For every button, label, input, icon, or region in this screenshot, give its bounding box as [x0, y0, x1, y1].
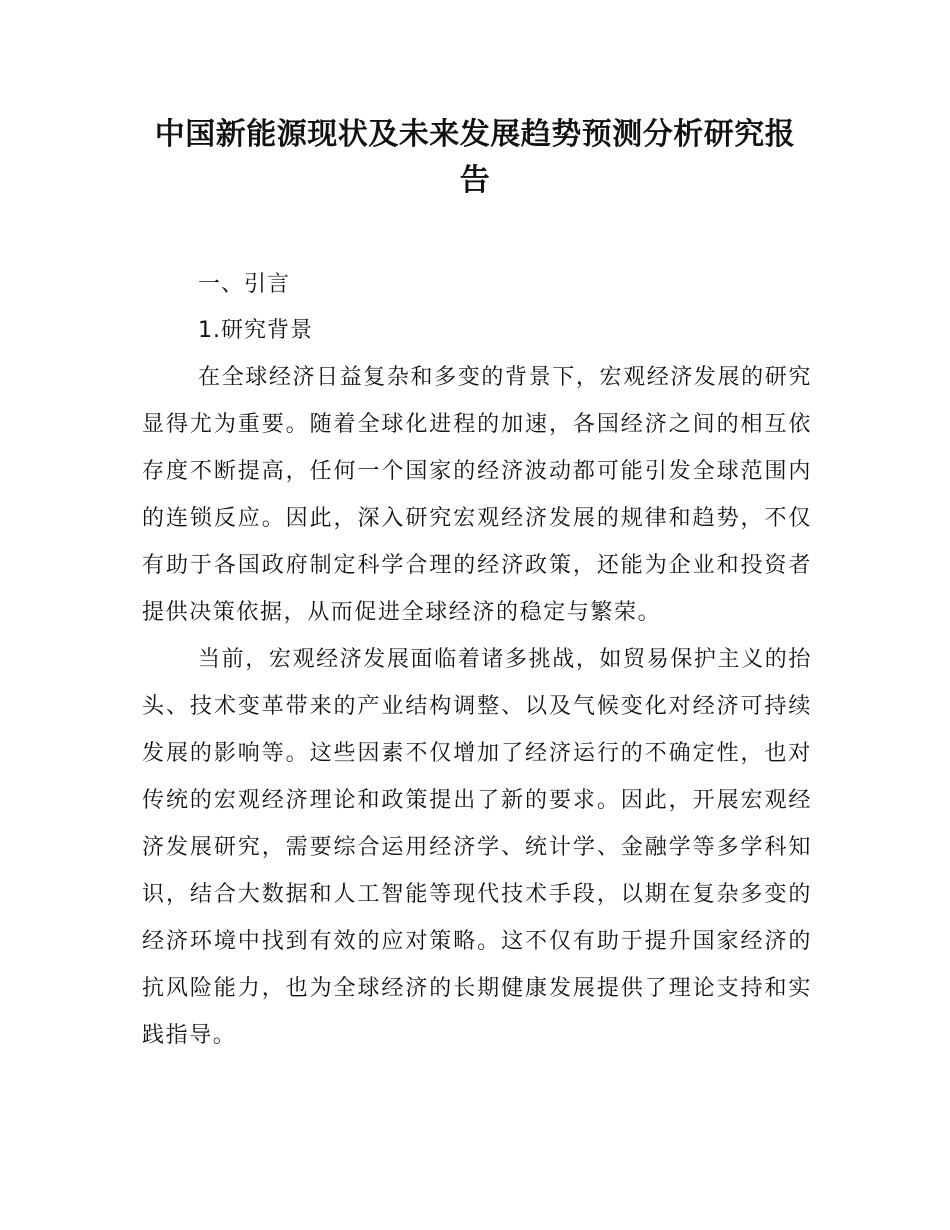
paragraph: 当前，宏观经济发展面临着诸多挑战，如贸易保护主义的抬头、技术变革带来的产业结构调整、以及气候变化对经济可持续发展的影响等。这些因素不仅增加了经济运行的不确定性，也对传统的宏观经济理论和政策提出了新的要求。因此，开展宏观经济发展研究，需要综合运用经济学、统计学、金融学等多学科知识，结合大数据和人工智能等现代技术手段，以期在复杂多变的经济环境中找到有效的应对策略。这不仅有助于提升国家经济的抗风险能力，也为全球经济的长期健康发展提供了理论支持和实践指导。	[142, 647, 812, 1048]
document-title: 中国新能源现状及未来发展趋势预测分析研究报告	[154, 117, 796, 198]
paragraph: 在全球经济日益复杂和多变的背景下，宏观经济发展的研究显得尤为重要。随着全球化进程的加速，各国经济之间的相互依存度不断提高，任何一个国家的经济波动都可能引发全球范围内的连锁反应。因此，深入研究宏观经济发展的规律和趋势，不仅有助于各国政府制定科学合理的经济政策，还能为企业和投资者提供决策依据，从而促进全球经济的稳定与繁荣。	[142, 365, 812, 625]
section-heading: 一、引言	[198, 272, 291, 297]
subsection-heading: 1.研究背景	[198, 318, 313, 343]
document-body	[142, 262, 812, 1059]
